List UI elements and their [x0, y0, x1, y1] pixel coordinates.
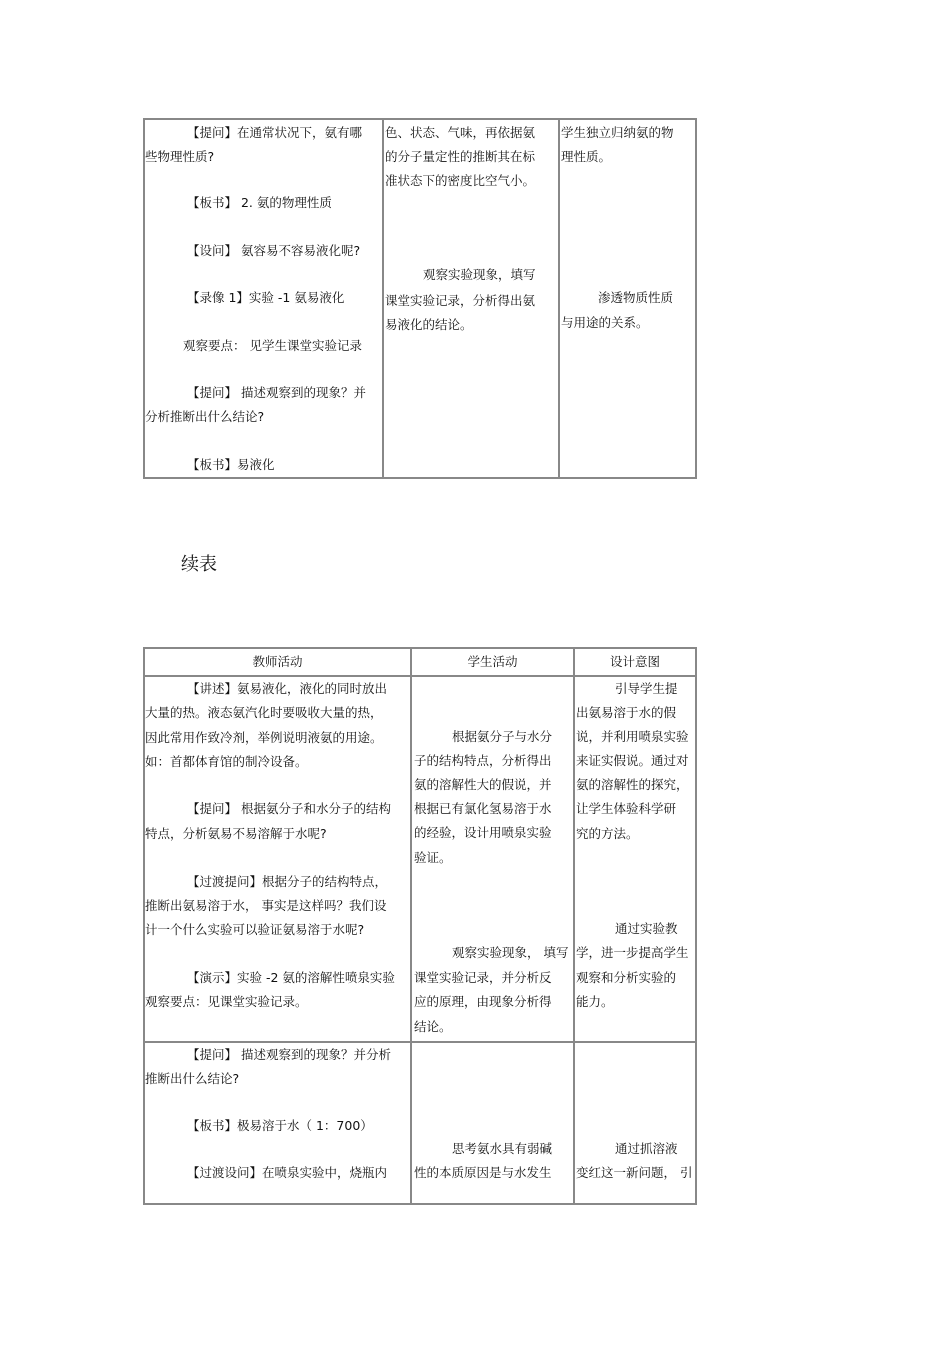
text-line: 渗透物质性质	[598, 290, 674, 305]
column-header: 教师活动	[252, 654, 303, 669]
text-line: 【提问】 根据氨分子和水分子的结构	[187, 801, 391, 816]
continued-table-heading: 续表	[181, 554, 217, 575]
text-line: 性的本质原因是与水发生	[414, 1165, 552, 1180]
header-cell-design	[575, 649, 695, 675]
text-line: 结论。	[414, 1019, 452, 1034]
table-1	[143, 118, 697, 479]
text-line: 的分子量定性的推断其在标	[385, 149, 536, 164]
text-line: 与用途的关系。	[561, 315, 649, 330]
text-line: 推断出什么结论?	[145, 1071, 240, 1086]
header-cell-student	[412, 649, 575, 675]
text-line: 理性质。	[561, 149, 612, 164]
text-line: 【板书】易液化	[187, 457, 275, 472]
text-line: 观察实验现象， 填写	[452, 945, 569, 960]
text-line: 【录像 1】实验 -1 氨易液化	[187, 290, 345, 305]
text-line: 来证实假说。通过对	[576, 753, 689, 768]
row-1-design-cell	[575, 677, 695, 1041]
table-1-design-cell	[560, 120, 695, 477]
row-2-teacher-cell	[145, 1043, 412, 1203]
text-line: 【过渡提问】根据分子的结构特点，	[187, 874, 388, 889]
text-line: 大量的热。液态氨汽化时要吸收大量的热，	[145, 705, 383, 720]
text-line: 根据氨分子与水分	[452, 729, 553, 744]
table-1-teacher-cell	[145, 120, 384, 477]
text-line: 分析推断出什么结论?	[145, 409, 265, 424]
text-line: 氨的溶解性大的假说，并	[414, 777, 552, 792]
row-1-student-cell	[412, 677, 575, 1041]
text-line: 【提问】 描述观察到的现象？并	[187, 385, 366, 400]
text-line: 特点，分析氨易不易溶解于水呢?	[145, 826, 327, 841]
row-2-design-cell	[575, 1043, 695, 1203]
text-line: 准状态下的密度比空气小。	[385, 173, 536, 188]
column-header: 设计意图	[609, 654, 660, 669]
text-line: 因此常用作致冷剂，举例说明液氨的用途。	[145, 730, 383, 745]
text-line: 出氨易溶于水的假	[576, 705, 677, 720]
text-line: 引导学生提	[615, 681, 678, 696]
text-line: 【板书】极易溶于水（ 1：700）	[187, 1118, 373, 1133]
text-line: 变红这一新问题， 引	[576, 1165, 693, 1180]
text-line: 让学生体验科学研	[576, 801, 677, 816]
text-line: 观察要点：见课堂实验记录。	[145, 994, 308, 1009]
text-line: 验证。	[414, 850, 452, 865]
row-2-student-cell	[412, 1043, 575, 1203]
text-line: 通过抓溶液	[615, 1141, 678, 1156]
text-line: 说，并利用喷泉实验	[576, 729, 689, 744]
table-1-student-cell	[384, 120, 560, 477]
text-line: 观察和分析实验的	[576, 970, 677, 985]
text-line: 【设问】 氨容易不容易液化呢?	[187, 243, 361, 258]
text-line: 观察要点： 见学生课堂实验记录	[183, 338, 362, 353]
text-line: 通过实验教	[615, 921, 678, 936]
text-line: 【讲述】氨易液化，液化的同时放出	[187, 681, 388, 696]
text-line: 观察实验现象，填写	[423, 267, 536, 282]
text-line: 【板书】 2. 氨的物理性质	[187, 195, 332, 210]
text-line: 【提问】 描述观察到的现象？并分析	[187, 1047, 391, 1062]
text-line: 课堂实验记录，分析得出氨	[385, 293, 536, 308]
table-2	[143, 647, 697, 1205]
text-line: 的经验，设计用喷泉实验	[414, 825, 552, 840]
text-line: 应的原理，由现象分析得	[414, 994, 552, 1009]
text-line: 思考氨水具有弱碱	[452, 1141, 553, 1156]
text-line: 色、状态、气味，再依据氨	[385, 125, 536, 140]
text-line: 氨的溶解性的探究，	[576, 777, 689, 792]
text-line: 【提问】在通常状况下，氨有哪	[187, 125, 363, 140]
text-line: 学生独立归纳氨的物	[561, 125, 674, 140]
text-line: 根据已有氯化氢易溶于水	[414, 801, 552, 816]
text-line: 推断出氨易溶于水， 事实是这样吗？我们设	[145, 898, 387, 913]
text-line: 子的结构特点，分析得出	[414, 753, 552, 768]
text-line: 能力。	[576, 994, 614, 1009]
text-line: 学，进一步提高学生	[576, 945, 689, 960]
column-header: 学生活动	[467, 654, 518, 669]
text-line: 如：首都体育馆的制冷设备。	[145, 754, 308, 769]
row-1-teacher-cell	[145, 677, 412, 1041]
text-line: 计一个什么实验可以验证氨易溶于水呢?	[145, 922, 365, 937]
text-line: 【过渡设问】在喷泉实验中，烧瓶内	[187, 1165, 388, 1180]
text-line: 些物理性质?	[145, 149, 215, 164]
text-line: 【演示】实验 -2 氨的溶解性喷泉实验	[187, 970, 395, 985]
text-line: 究的方法。	[576, 826, 639, 841]
text-line: 易液化的结论。	[385, 317, 473, 332]
text-line: 课堂实验记录，并分析反	[414, 970, 552, 985]
header-cell-teacher	[145, 649, 412, 675]
